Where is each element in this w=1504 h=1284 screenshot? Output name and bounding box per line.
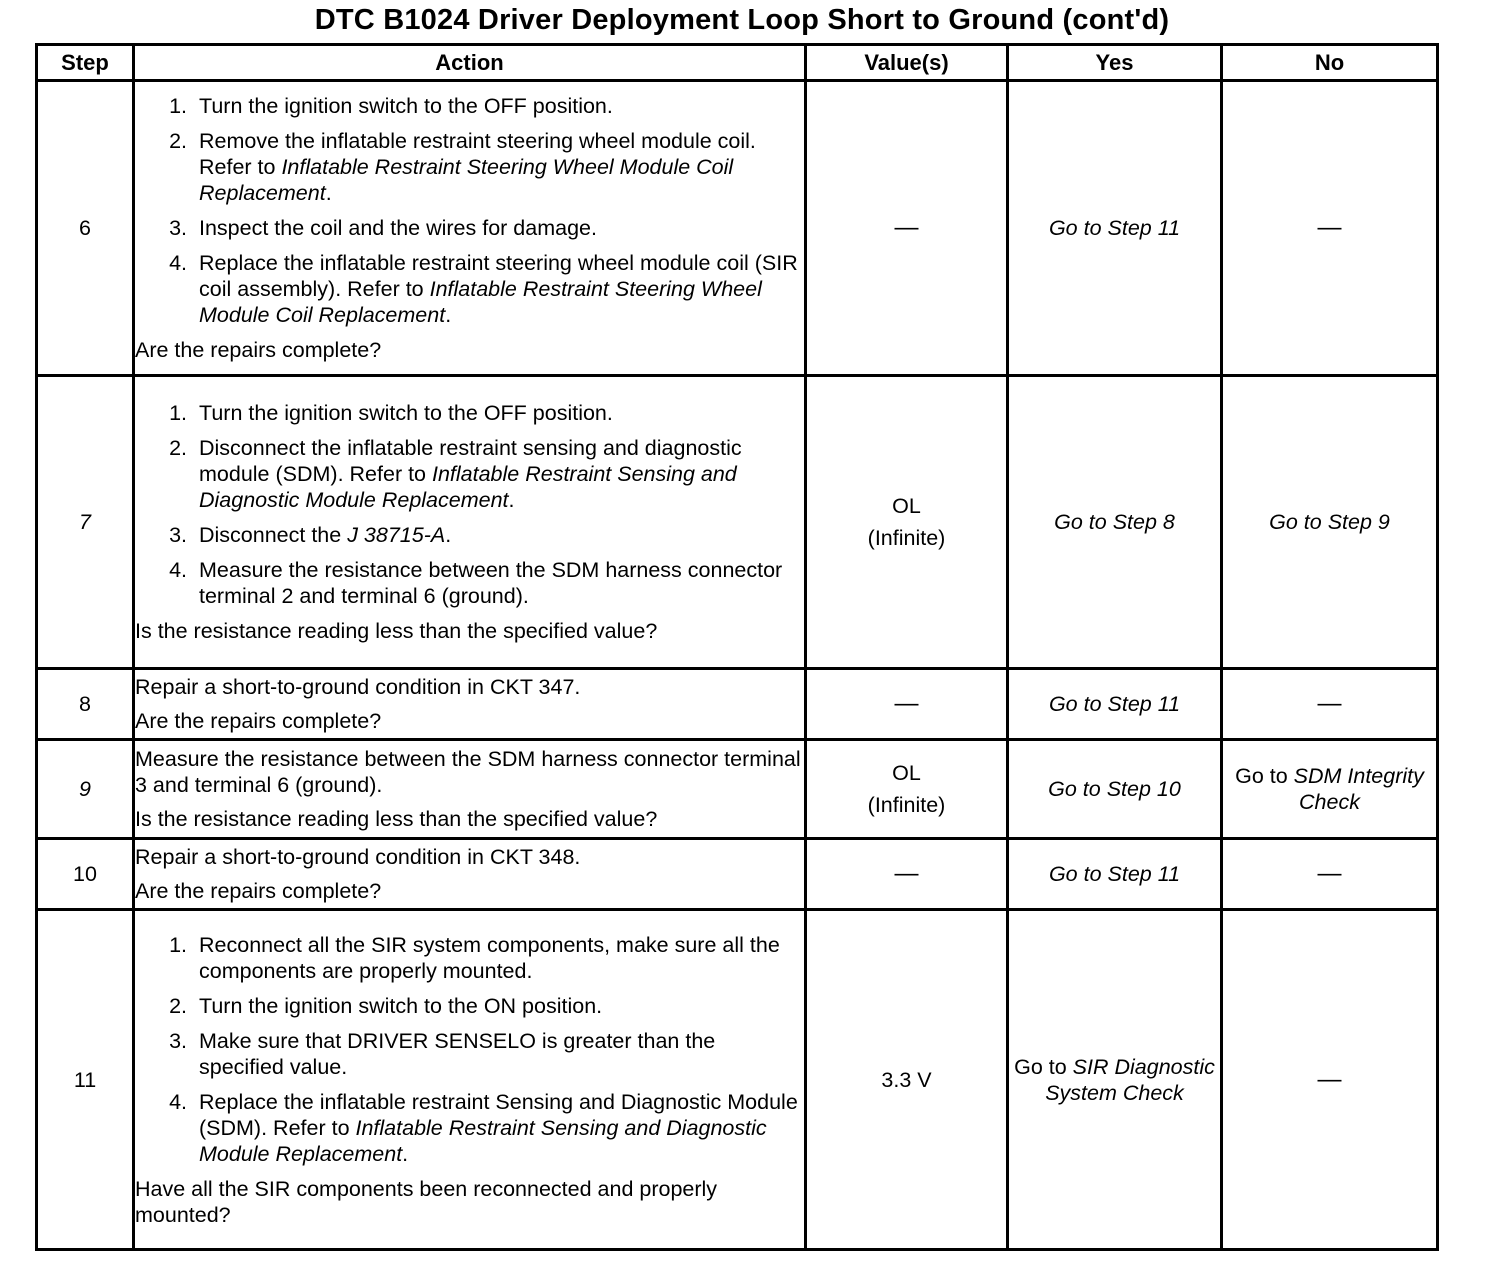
no-cell: — — [1222, 669, 1438, 740]
reference-link: SIR Diagnostic System Check — [1045, 1054, 1215, 1105]
action-text: Measure the resistance between the SDM harness connector terminal 3 and terminal 6 (ground). — [135, 747, 801, 797]
action-steps-list — [135, 400, 804, 609]
table-row-step-8 — [37, 669, 1438, 740]
no-cell: — — [1222, 910, 1438, 1250]
header-row — [37, 45, 1438, 81]
reference-link: Inflatable Restraint Sensing and Diagnostic Module Replacement — [199, 1115, 767, 1166]
action-question: Are the repairs complete? — [135, 709, 382, 733]
value-cell: 3.3 V — [806, 910, 1008, 1250]
action-text: Repair a short-to-ground condition in CKT 347. — [135, 675, 581, 699]
yes-cell: Go to Step 11 — [1008, 839, 1222, 910]
action-steps-list — [135, 932, 804, 1167]
no-cell: — — [1222, 81, 1438, 376]
list-item: 1. Turn the ignition switch to the OFF position. — [193, 93, 804, 119]
action-question: Are the repairs complete? — [135, 879, 382, 903]
list-item: 3. Make sure that DRIVER SENSELO is greater than the specified value. — [193, 1028, 804, 1080]
yes-cell: Go to Step 11 — [1008, 81, 1222, 376]
header-yes: Yes — [1008, 45, 1222, 81]
list-item: 2. Remove the inflatable restraint steering wheel module coil. Refer to Inflatable Restraint Steering Wheel Module Coil Replacement. — [193, 128, 804, 206]
action-text: Repair a short-to-ground condition in CKT 348. — [135, 845, 581, 869]
yes-cell: Go to Step 10 — [1008, 740, 1222, 839]
list-item: 4. Measure the resistance between the SDM harness connector terminal 2 and terminal 6 (ground). — [193, 557, 804, 609]
header-action: Action — [134, 45, 806, 81]
table-row-step-9 — [37, 740, 1438, 839]
action-cell — [134, 81, 806, 376]
list-item: 2. Turn the ignition switch to the ON position. — [193, 993, 804, 1019]
action-cell — [134, 669, 806, 740]
no-cell: Go to Step 9 — [1222, 376, 1438, 669]
action-question: Is the resistance reading less than the specified value? — [135, 619, 658, 643]
value-cell: OL (Infinite) — [806, 740, 1008, 839]
action-cell — [134, 839, 806, 910]
action-cell — [134, 740, 806, 839]
diagnostic-table — [35, 43, 1439, 1251]
list-item: 2. Disconnect the inflatable restraint sensing and diagnostic module (SDM). Refer to Inflatable Restraint Sensing and Diagnostic Module Replacement. — [193, 435, 804, 513]
list-item: 4. Replace the inflatable restraint steering wheel module coil (SIR coil assembly). Refer to Inflatable Restraint Steering Wheel Module Coil Replacement. — [193, 250, 804, 328]
yes-cell: Go to Step 11 — [1008, 669, 1222, 740]
header-step: Step — [37, 45, 134, 81]
list-item: 3. Inspect the coil and the wires for damage. — [193, 215, 804, 241]
action-question: Are the repairs complete? — [135, 338, 382, 362]
tool-reference: J 38715-A — [347, 523, 446, 547]
table-row-step-7 — [37, 376, 1438, 669]
page-title: DTC B1024 Driver Deployment Loop Short to Ground (cont'd) — [314, 4, 1170, 36]
value-cell: OL (Infinite) — [806, 376, 1008, 669]
list-item: 3. Disconnect the J 38715-A. — [193, 522, 804, 548]
action-cell — [134, 910, 806, 1250]
reference-link: SDM Integrity Check — [1293, 764, 1424, 814]
no-cell: Go to SDM Integrity Check — [1222, 740, 1438, 839]
value-cell: — — [806, 669, 1008, 740]
value-cell: — — [806, 81, 1008, 376]
yes-cell: Go to Step 8 — [1008, 376, 1222, 669]
table-row-step-11 — [37, 910, 1438, 1250]
table-row-step-6 — [37, 81, 1438, 376]
step-number: 6 — [37, 81, 134, 376]
reference-link: Inflatable Restraint Steering Wheel Module Coil Replacement — [199, 155, 734, 205]
step-number: 8 — [37, 669, 134, 740]
no-cell: — — [1222, 839, 1438, 910]
action-steps-list — [135, 93, 804, 328]
list-item: 1. Reconnect all the SIR system components, make sure all the components are properly mounted. — [193, 932, 804, 984]
reference-link: Inflatable Restraint Steering Wheel Module Coil Replacement — [199, 277, 762, 327]
step-number: 7 — [37, 376, 134, 669]
reference-link: Inflatable Restraint Sensing and Diagnostic Module Replacement — [199, 462, 737, 512]
step-number: 10 — [37, 839, 134, 910]
step-number: 9 — [37, 740, 134, 839]
list-item: 1. Turn the ignition switch to the OFF position. — [193, 400, 804, 426]
header-no: No — [1222, 45, 1438, 81]
action-cell — [134, 376, 806, 669]
value-cell: — — [806, 839, 1008, 910]
yes-cell: Go to SIR Diagnostic System Check — [1008, 910, 1222, 1250]
header-values: Value(s) — [806, 45, 1008, 81]
table-row-step-10 — [37, 839, 1438, 910]
action-question: Have all the SIR components been reconnected and properly mounted? — [135, 1176, 718, 1227]
step-number: 11 — [37, 910, 134, 1250]
action-question: Is the resistance reading less than the specified value? — [135, 807, 658, 831]
list-item: 4. Replace the inflatable restraint Sensing and Diagnostic Module (SDM). Refer to Inflatable Restraint Sensing and Diagnostic Module Replacement. — [193, 1089, 804, 1167]
